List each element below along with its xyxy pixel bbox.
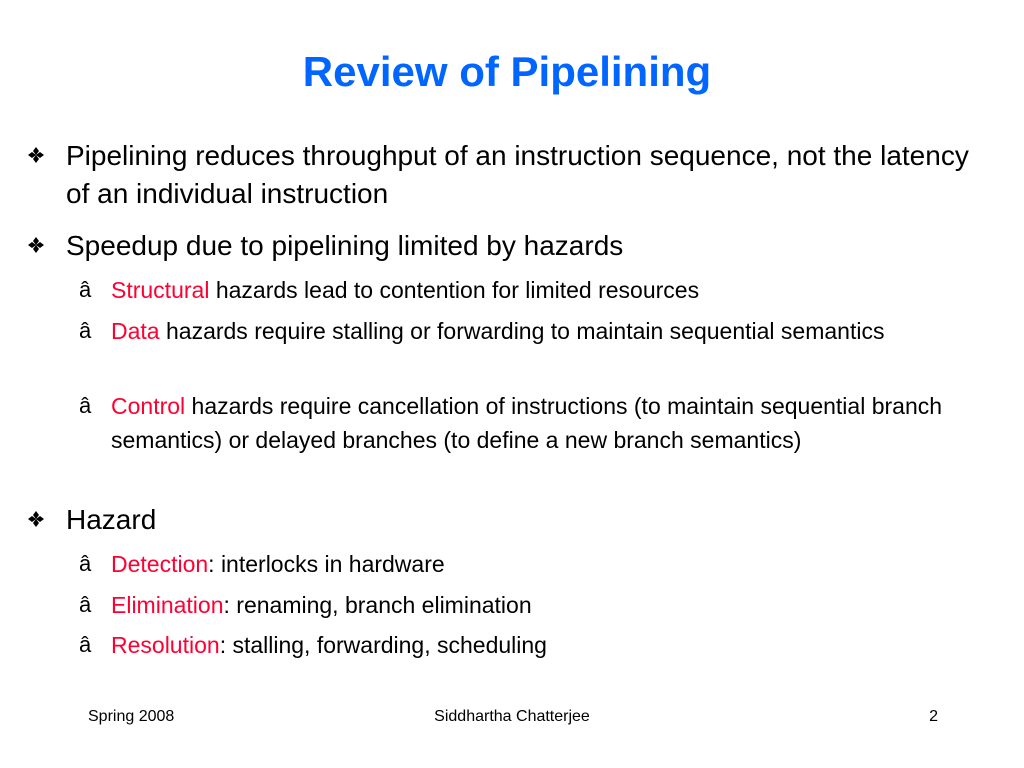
sub-bullet-rest: : stalling, forwarding, scheduling xyxy=(219,632,547,658)
sub-bullet-text xyxy=(111,273,981,307)
sub-bullet-text xyxy=(111,389,981,457)
bullet-text: Pipelining reduces throughput of an instruction sequence, not the latency of an individual instruction xyxy=(66,140,969,209)
highlight-term: Data xyxy=(111,318,160,344)
arrow-icon: â xyxy=(79,592,92,617)
footer-page-number: 2 xyxy=(929,708,938,725)
sub-bullet-rest: hazards lead to contention for limited resources xyxy=(209,277,700,303)
highlight-term: Elimination xyxy=(111,592,224,618)
arrow-icon: â xyxy=(79,632,92,657)
bullet-text: Hazard xyxy=(66,504,157,535)
highlight-term: Structural xyxy=(111,277,210,303)
diamond-cluster-icon xyxy=(26,145,46,165)
sub-bullet-text xyxy=(111,314,981,348)
highlight-term: Detection xyxy=(111,551,209,577)
sub-bullet-text xyxy=(111,588,981,622)
slide-title: Review of Pipelining xyxy=(302,48,712,95)
arrow-icon: â xyxy=(79,277,92,302)
highlight-term: Control xyxy=(111,393,186,419)
sub-bullet-rest: : interlocks in hardware xyxy=(208,551,445,577)
sub-bullet-rest: hazards require cancellation of instructions (to maintain sequential branch semantics) or delayed branches (to define a new branch semantics) xyxy=(111,393,943,453)
arrow-icon: â xyxy=(79,318,92,343)
sub-bullet-text xyxy=(111,547,981,581)
sub-bullet-text xyxy=(111,628,981,662)
arrow-icon: â xyxy=(79,551,92,576)
sub-bullet-rest: hazards require stalling or forwarding to maintain sequential semantics xyxy=(159,318,885,344)
footer-author: Siddhartha Chatterjee xyxy=(434,708,590,725)
sub-bullet-rest: : renaming, branch elimination xyxy=(223,592,532,618)
footer-date: Spring 2008 xyxy=(88,708,175,725)
diamond-cluster-icon xyxy=(26,509,46,529)
diamond-cluster-icon xyxy=(26,235,46,255)
bullet-text: Speedup due to pipelining limited by hazards xyxy=(66,230,624,261)
arrow-icon: â xyxy=(79,393,92,418)
highlight-term: Resolution xyxy=(111,632,220,658)
